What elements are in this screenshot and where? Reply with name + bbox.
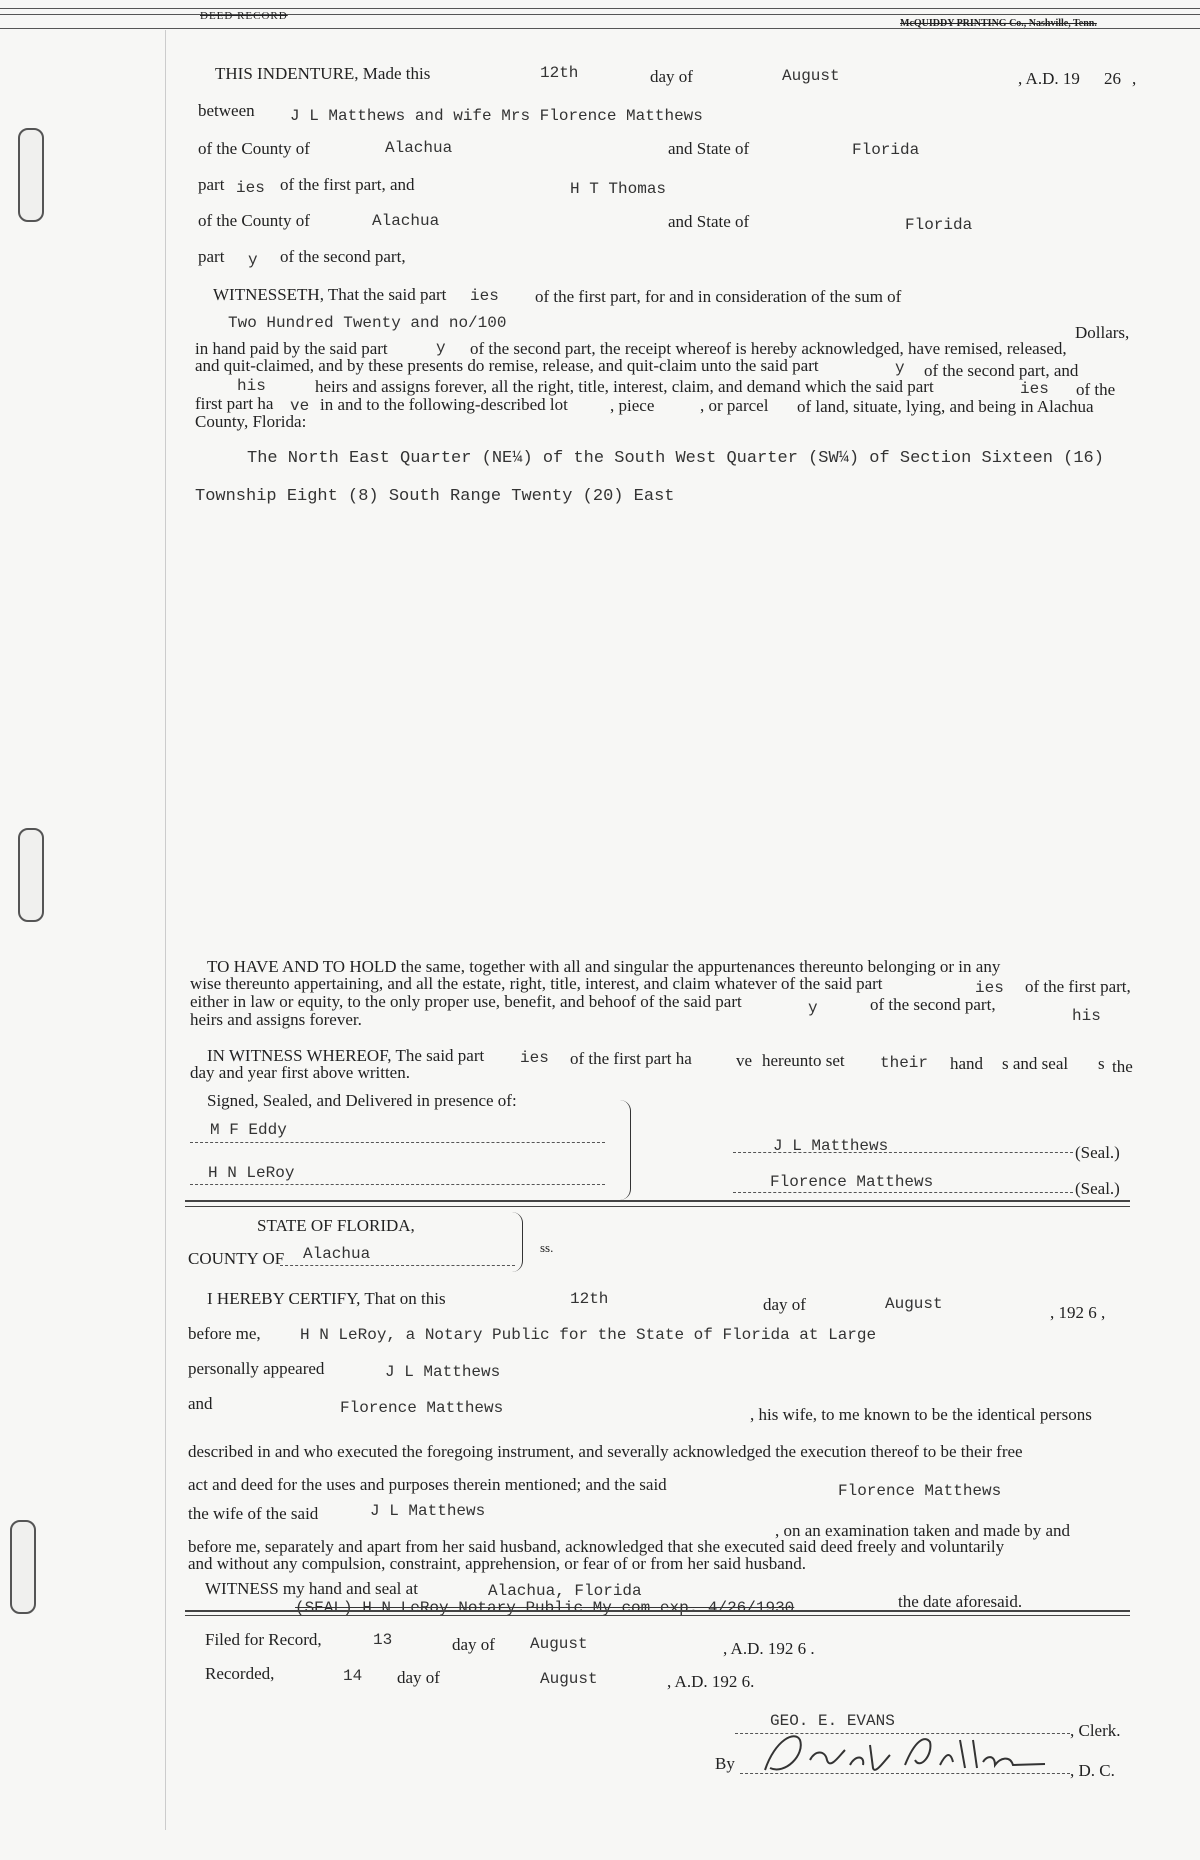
signer-2-signature: Florence Matthews [770, 1173, 934, 1191]
witnesseth-6c: , piece [610, 396, 655, 415]
witnesseth-6-suffix: ve [290, 397, 310, 415]
seal-label: (Seal.) [1075, 1179, 1120, 1198]
witness-label: WITNESS my hand and seal at [205, 1579, 418, 1598]
wife-of-name: J L Matthews [370, 1502, 486, 1520]
signature-line [733, 1192, 1073, 1193]
recorded-year: , A.D. 192 6. [667, 1672, 755, 1691]
binder-ring-icon [18, 128, 44, 222]
indenture-comma: , [1132, 69, 1137, 88]
state-label: and State of [668, 139, 750, 158]
witnesseth-3a: in hand paid by the said part [195, 339, 388, 358]
witness-whereof-2: day and year first above written. [190, 1063, 410, 1082]
appeared-label: personally appeared [188, 1359, 325, 1378]
grantors: J L Matthews and wife Mrs Florence Matthews [290, 107, 703, 125]
before-me-text: H N LeRoy, a Notary Public for the State of Florida at Large [300, 1326, 877, 1344]
notary-line: (SEAL) H N LeRoy Notary Public My com exp. 4/26/1930 [295, 1599, 795, 1617]
clerk-label: , Clerk. [1070, 1721, 1121, 1740]
habendum-2a: wise thereunto appertaining, and all the estate, right, title, interest, and claim whatever of the said part [190, 974, 883, 993]
second-part-label: of the second part, [280, 247, 406, 266]
recorded-day-of: day of [397, 1668, 440, 1687]
header-rule [0, 14, 1200, 15]
witness-2-signature: H N LeRoy [208, 1164, 295, 1182]
binder-ring-icon [18, 828, 44, 922]
party-label: part [198, 247, 225, 266]
witness-whereof-the: the [1112, 1057, 1133, 1076]
section-rule [185, 1206, 1130, 1207]
binder-ring-icon [10, 1520, 36, 1614]
section-rule [185, 1200, 1130, 1202]
description-line-1: The North East Quarter (NE¼) of the South West Quarter (SW¼) of Section Sixteen (16) [247, 449, 1104, 468]
indenture-day: 12th [540, 64, 579, 82]
wife-text: , his wife, to me known to be the identical persons [750, 1405, 1092, 1424]
and-label: and [188, 1394, 213, 1413]
printer-imprint: McQUIDDY PRINTING Co., Nashville, Tenn. [900, 18, 1097, 29]
witnesseth-1-suffix: ies [470, 287, 499, 305]
certify-label: I HEREBY CERTIFY, That on this [207, 1289, 446, 1308]
ack-before: before me, separately and apart from her said husband, acknowledged that she executed said deed freely and voluntarily [188, 1537, 1005, 1556]
signature-line [190, 1142, 605, 1143]
exam-text: , on an examination taken and made by and [775, 1521, 1071, 1540]
consideration-amount: Two Hundred Twenty and no/100 [228, 314, 507, 332]
county-of-label: COUNTY OF [188, 1249, 285, 1268]
witnesseth-1b: of the first part, for and in consideration of the sum of [535, 287, 902, 306]
habendum-1: TO HAVE AND TO HOLD the same, together with all and singular the appurtenances thereunto belonging or in any [207, 957, 1001, 976]
clerk-name: GEO. E. EVANS [770, 1712, 895, 1730]
party-label: part [198, 175, 225, 194]
signed-sealed: Signed, Sealed, and Delivered in presence of: [207, 1091, 517, 1110]
witnesseth-4a: and quit-claimed, and by these presents do remise, release, and quit-claim unto the said part [195, 356, 819, 375]
witnesseth-6e: of land, situate, lying, and being in Alachua [797, 397, 1094, 416]
witness-whereof-suffix: ies [520, 1049, 549, 1067]
county-label: of the County of [198, 139, 310, 158]
county-2: Alachua [372, 212, 440, 230]
witnesseth-5b: of the [1076, 380, 1116, 399]
filed-day: 13 [373, 1631, 393, 1649]
act-name: Florence Matthews [838, 1482, 1002, 1500]
ack-described: described in and who executed the foregoing instrument, and severally acknowledged the execution thereof to be their free [188, 1442, 1023, 1461]
by-label: By [715, 1754, 735, 1773]
wife-name: Florence Matthews [340, 1399, 504, 1417]
ack-year: , 192 6 , [1050, 1303, 1106, 1322]
witness-whereof-1b: of the first part ha [570, 1049, 692, 1068]
section-rule [185, 1610, 1130, 1612]
header-rule [0, 8, 1200, 9]
ack-day: 12th [570, 1290, 609, 1308]
ack-day-of: day of [763, 1295, 806, 1314]
witnesseth-5a: heirs and assigns forever, all the right, title, interest, claim, and demand which the said part [315, 377, 934, 396]
ack-act: act and deed for the uses and purposes therein mentioned; and the said [188, 1475, 667, 1494]
filed-year: , A.D. 192 6 . [723, 1639, 815, 1658]
party-suffix-2: y [248, 251, 258, 269]
habendum-2b: of the first part, [1025, 977, 1131, 996]
habendum-3-his: his [1072, 1007, 1101, 1025]
habendum-3a: either in law or equity, to the only proper use, benefit, and behoof of the said part [190, 992, 742, 1011]
signer-1-signature: J L Matthews [773, 1137, 889, 1155]
state-2: Florida [905, 216, 973, 234]
habendum-3-suffix: y [808, 999, 818, 1017]
state-1: Florida [852, 141, 920, 159]
before-me-label: before me, [188, 1324, 261, 1343]
witnesseth-3b: of the second part, the receipt whereof is hereby acknowledged, have remised, released, [470, 339, 1067, 358]
ad-label: , A.D. 19 [1018, 69, 1080, 88]
witnesseth-6d: , or parcel [700, 396, 769, 415]
appeared-name: J L Matthews [385, 1363, 501, 1381]
witnesseth-3-suffix: y [436, 339, 446, 357]
witnesseth-4-suffix: y [895, 359, 905, 377]
witness-1-signature: M F Eddy [210, 1121, 287, 1139]
state-of-florida: STATE OF FLORIDA, [257, 1216, 415, 1235]
county-label: of the County of [198, 211, 310, 230]
habendum-4: heirs and assigns forever. [190, 1010, 362, 1029]
filed-month: August [530, 1635, 588, 1653]
habendum-3b: of the second part, [870, 995, 996, 1014]
first-part-and: of the first part, and [280, 175, 415, 194]
witnesseth-6a: first part ha [195, 394, 274, 413]
deed-record-header: DEED RECORD [200, 10, 288, 22]
brace [512, 1212, 523, 1272]
witnesseth-6b: in and to the following-described lot [320, 395, 568, 414]
habendum-2-suffix: ies [975, 979, 1004, 997]
witness-whereof-ve: ve [736, 1051, 753, 1070]
witness-whereof-hand: hand [950, 1054, 984, 1073]
recorded-month: August [540, 1670, 598, 1688]
dc-label: , D. C. [1070, 1761, 1115, 1780]
witnesseth-1a: WITNESSETH, That the said part [213, 285, 447, 304]
state-label: and State of [668, 212, 750, 231]
witness-whereof-seal: s and seal [1002, 1054, 1069, 1073]
date-aforesaid: the date aforesaid. [898, 1592, 1023, 1611]
margin-line [165, 30, 166, 1830]
ack-month: August [885, 1295, 943, 1313]
day-of-label: day of [650, 67, 693, 86]
recorded-label: Recorded, [205, 1664, 275, 1683]
ss-label: ss. [540, 1240, 554, 1255]
filed-label: Filed for Record, [205, 1630, 322, 1649]
recorded-day: 14 [343, 1667, 363, 1685]
section-rule [185, 1615, 1130, 1616]
indenture-month: August [782, 67, 840, 85]
between-label: between [198, 101, 255, 120]
ack-without: and without any compulsion, constraint, apprehension, or fear of or from her said husband. [188, 1554, 806, 1573]
indenture-year-suffix: 26 [1104, 69, 1121, 88]
county-line [280, 1265, 515, 1266]
witnesseth-7: County, Florida: [195, 412, 307, 431]
witness-place: Alachua, Florida [488, 1582, 642, 1600]
witness-whereof-1a: IN WITNESS WHEREOF, The said part [207, 1046, 485, 1065]
party-suffix-1: ies [236, 179, 265, 197]
witnesseth-5-his: his [237, 377, 266, 395]
county-1: Alachua [385, 139, 453, 157]
dc-signature [755, 1720, 1055, 1780]
witness-whereof-their: their [880, 1054, 929, 1072]
witnesseth-5-suffix: ies [1020, 380, 1049, 398]
dollars-label: Dollars, [1075, 323, 1130, 342]
seal-label: (Seal.) [1075, 1143, 1120, 1162]
brace [620, 1100, 631, 1200]
witness-whereof-1c: hereunto set [762, 1051, 845, 1070]
wife-of-label: the wife of the said [188, 1504, 319, 1523]
ack-county: Alachua [303, 1245, 371, 1263]
witnesseth-4b: of the second part, and [924, 361, 1079, 380]
filed-day-of: day of [452, 1635, 495, 1654]
grantee: H T Thomas [570, 180, 667, 198]
indenture-intro: THIS INDENTURE, Made this [215, 64, 431, 83]
description-line-2: Township Eight (8) South Range Twenty (20) East [195, 487, 675, 506]
signature-line [190, 1184, 605, 1185]
witness-whereof-s: s [1098, 1054, 1105, 1073]
